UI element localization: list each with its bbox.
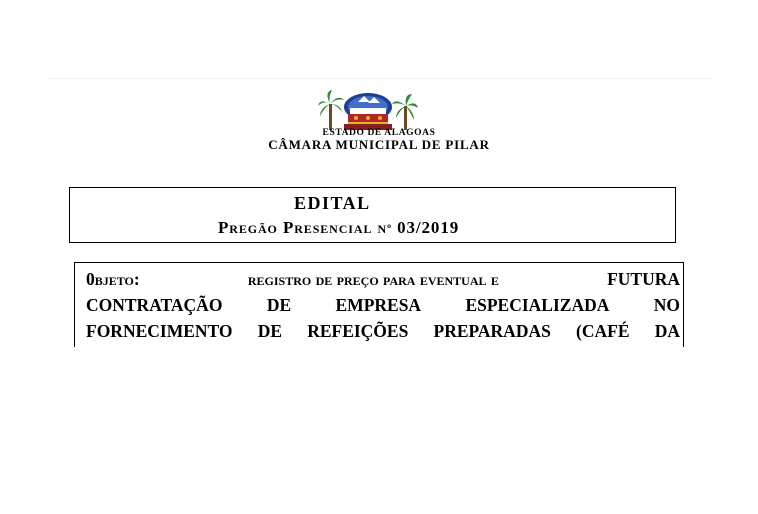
objeto-word: NO <box>653 295 680 315</box>
pregao-line <box>218 218 459 238</box>
pregao-label: Pregão Presencial <box>218 218 373 237</box>
objeto-word: PREPARADAS <box>433 321 551 341</box>
objeto-label: 0bjeto: <box>86 269 140 289</box>
numero-symbol: Nº <box>377 222 392 236</box>
objeto-text-1b: FUTURA <box>607 269 680 289</box>
objeto-line-3 <box>86 318 680 344</box>
right-palm-icon <box>392 94 418 130</box>
chamber-name: CÂMARA MUNICIPAL DE PILAR <box>268 137 490 152</box>
objeto-word: CONTRATAÇÃO <box>86 295 223 315</box>
objeto-box <box>74 262 684 350</box>
state-name: ESTADO DE ALAGOAS <box>322 128 436 138</box>
pregao-number: 03/2019 <box>397 218 460 237</box>
objeto-text-1a: registro de preço para eventual e <box>247 269 499 289</box>
shield-icon <box>344 93 392 130</box>
objeto-line-1 <box>86 266 680 292</box>
objeto-line-2 <box>86 292 680 318</box>
objeto-word: ESPECIALIZADA <box>465 295 610 315</box>
objeto-word: REFEIÇÕES <box>307 321 409 341</box>
edital-header-box <box>69 187 676 243</box>
page-crop-edge <box>74 347 684 359</box>
objeto-word: DA <box>654 321 680 341</box>
objeto-word: FORNECIMENTO <box>86 321 233 341</box>
edital-title: EDITAL <box>294 193 371 213</box>
left-palm-icon <box>318 90 344 130</box>
objeto-word: DE <box>266 295 292 315</box>
objeto-word: (CAFÉ <box>576 321 630 341</box>
page-top-rule <box>48 78 712 79</box>
objeto-word: DE <box>257 321 282 341</box>
objeto-word: EMPRESA <box>335 295 422 315</box>
